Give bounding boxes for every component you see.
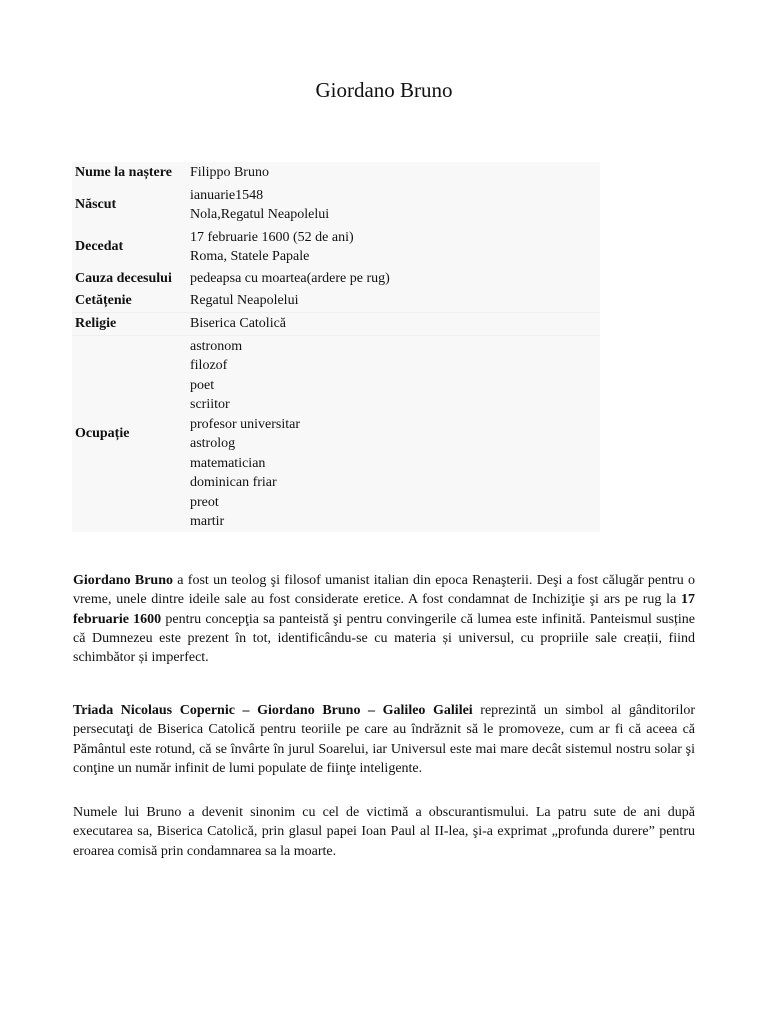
bold-date: 17 februarie 1600 xyxy=(73,592,695,627)
infobox-label: Religie xyxy=(72,313,188,336)
infobox-value-line: Nola,Regatul Neapolelui xyxy=(190,207,330,222)
infobox-row-religion xyxy=(72,313,600,336)
infobox-label: Ocupație xyxy=(72,336,188,533)
paragraph-text: reprezintă un simbol al gânditorilor persecutaţi de Biserica Catolică pentru teoriile pe care au îndrăznit să le promoveze, cum ar fi că aceea că Pământul este rotund, că se învârte în jurul Soarelui, iar Universul este mai mare decât sistemul nostru solar şi conţine un număr infinit de lumi populate de fiinţe inteligente. xyxy=(73,703,695,776)
occupation-item: scriitor xyxy=(190,397,230,412)
occupation-item: astrolog xyxy=(190,436,236,451)
infobox-row-died xyxy=(72,226,600,268)
infobox-value xyxy=(188,162,600,184)
infobox-value xyxy=(188,268,600,290)
paragraph-text: pentru concepţia sa panteistă şi pentru convingerile că lumea este infinită. Panteismul susține că Dumnezeu este prezent în tot, identificându-se cu materia și universul, cu propriile sale creații, fiind schimbător și imperfect. xyxy=(73,611,695,666)
infobox-value-line: Regatul Neapolelui xyxy=(190,293,299,309)
occupation-item: dominican friar xyxy=(190,475,277,490)
paragraph-text: a fost un teolog şi filosof umanist italian din epoca Renaşterii. Deşi a fost călugăr pentru o vreme, unele dintre ideile sale au fost considerate eretice. A fost condamnat de Inchiziţie şi ars pe rug la xyxy=(73,573,695,608)
bold-triad: Triada Nicolaus Copernic – Giordano Bruno – Galileo Galilei xyxy=(73,703,473,718)
paragraph-triad xyxy=(73,701,695,778)
infobox-value-line: Filippo Bruno xyxy=(190,165,269,181)
occupation-item: poet xyxy=(190,377,215,393)
infobox-value xyxy=(188,184,600,226)
occupation-item: profesor universitar xyxy=(190,416,301,432)
infobox-value xyxy=(188,226,600,268)
infobox-row-citizenship xyxy=(72,290,600,313)
infobox-row-birth-name xyxy=(72,162,600,184)
infobox-label: Cauza decesului xyxy=(75,271,172,286)
infobox-value-line: ianuarie1548 xyxy=(190,187,264,203)
infobox-row-born xyxy=(72,184,600,226)
infobox-value-line: Biserica Catolică xyxy=(190,316,287,332)
infobox-value xyxy=(188,336,600,533)
infobox-label: Născut xyxy=(75,197,117,212)
infobox-value-line: pedeapsa cu moartea(ardere pe rug) xyxy=(190,271,390,287)
infobox-value xyxy=(188,290,600,313)
occupation-item: matematician xyxy=(190,455,266,471)
paragraph-text: Numele lui Bruno a devenit sinonim cu cel de victimă a obscurantismului. La patru sute de ani după executarea sa, Biserica Catolică, prin glasul papei Ioan Paul al II-lea, şi-a exprimat „profunda durere” pentru eroarea comisă prin condamnarea sa la moarte. xyxy=(73,805,695,859)
occupation-item: astronom xyxy=(190,338,243,354)
infobox-value-line: Roma, Statele Papale xyxy=(190,249,310,264)
bold-name: Giordano Bruno xyxy=(73,573,173,588)
page-title: Giordano Bruno xyxy=(315,78,453,102)
occupation-item: filozof xyxy=(190,358,228,373)
occupation-item: preot xyxy=(190,494,219,510)
infobox-value xyxy=(188,313,600,336)
infobox-label: Decedat xyxy=(75,239,124,254)
occupation-item: martir xyxy=(190,514,225,529)
infobox-value-line: 17 februarie 1600 (52 de ani) xyxy=(190,229,354,245)
paragraph-intro xyxy=(73,571,695,667)
infobox-label: Cetățenie xyxy=(75,293,132,308)
infobox-label: Nume la naștere xyxy=(75,165,172,180)
infobox-table xyxy=(72,162,600,532)
infobox-row-occupation xyxy=(72,336,600,533)
paragraph-legacy xyxy=(73,803,695,861)
infobox-row-cause-of-death xyxy=(72,268,600,290)
